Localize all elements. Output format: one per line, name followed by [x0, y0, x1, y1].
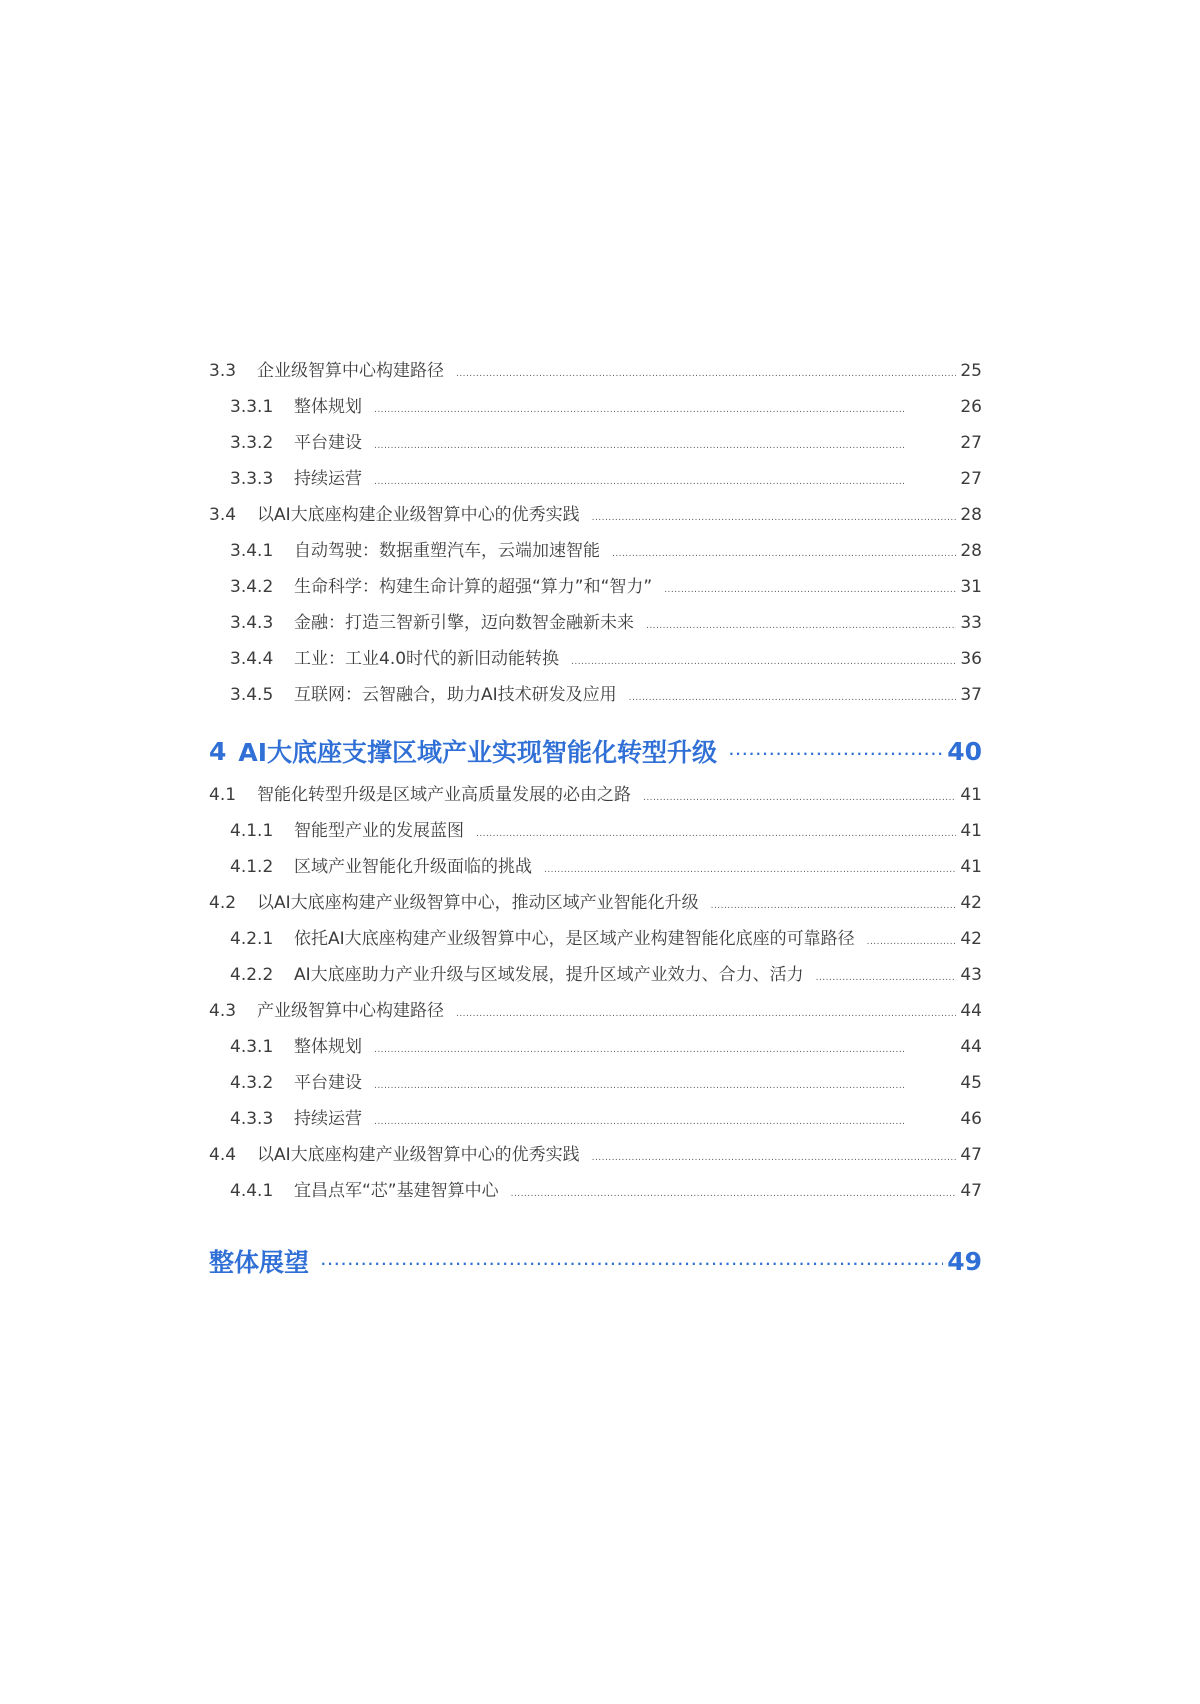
dot-leader [456, 1009, 956, 1019]
dot-leader [592, 513, 957, 523]
section-title: 平台建设 [294, 1073, 362, 1093]
toc-chapter-outlook[interactable] [209, 1232, 982, 1290]
section-title: 互联网：云智融合，助力AI技术研发及应用 [294, 685, 617, 705]
toc-entry-3-3[interactable] [209, 356, 982, 392]
section-number: 4.2.2 [230, 965, 274, 985]
dot-leader [374, 441, 956, 451]
toc-entry-3-4-3[interactable] [209, 608, 982, 644]
toc-chapter-4[interactable] [209, 722, 982, 780]
page-number: 41 [960, 821, 982, 841]
section-number: 3.4 [209, 505, 237, 525]
dot-leader [664, 585, 956, 595]
chapter-title: AI大底座支撑区域产业实现智能化转型升级 [238, 738, 718, 767]
dot-leader [374, 1081, 956, 1091]
section-number: 3.4.4 [230, 649, 274, 669]
section-number: 3.4.3 [230, 613, 274, 633]
toc-entry-4-1-2[interactable] [209, 852, 982, 888]
toc-entry-4-3[interactable] [209, 996, 982, 1032]
dot-leader [476, 829, 956, 839]
toc-entry-4-3-1[interactable] [209, 1032, 982, 1068]
dot-leader [321, 1254, 943, 1268]
dot-leader [643, 793, 956, 803]
toc-entry-4-2[interactable] [209, 888, 982, 924]
section-number: 3.3.1 [230, 397, 274, 417]
dot-leader [592, 1153, 957, 1163]
toc-entry-3-3-1[interactable] [209, 392, 982, 428]
dot-leader [629, 693, 957, 703]
dot-leader [456, 369, 956, 379]
toc-entry-3-3-3[interactable] [209, 464, 982, 500]
page-number: 33 [960, 613, 982, 633]
section-title: 智能型产业的发展蓝图 [294, 821, 464, 841]
page-number: 47 [960, 1145, 982, 1165]
section-title: 以AI大底座构建企业级智算中心的优秀实践 [257, 505, 580, 525]
chapter-title: 整体展望 [209, 1248, 310, 1277]
toc-entry-4-2-2[interactable] [209, 960, 982, 996]
section-title: 企业级智算中心构建路径 [257, 361, 444, 381]
page-number: 49 [947, 1246, 982, 1276]
toc-entry-4-4-1[interactable] [209, 1176, 982, 1212]
dot-leader [511, 1189, 957, 1199]
page-number: 43 [960, 965, 982, 985]
toc-entry-3-4[interactable] [209, 500, 982, 536]
section-title: 金融：打造三智新引擎，迈向数智金融新未来 [294, 613, 634, 633]
page-number: 31 [960, 577, 982, 597]
chapter-number: 4 [209, 736, 227, 766]
section-number: 4.3.2 [230, 1073, 274, 1093]
section-title: 整体规划 [294, 397, 362, 417]
section-number: 4.3 [209, 1001, 237, 1021]
page-number: 27 [960, 469, 982, 489]
section-title: 持续运营 [294, 469, 362, 489]
page-number: 28 [960, 541, 982, 561]
dot-leader [612, 549, 956, 559]
section-number: 4.1.2 [230, 857, 274, 877]
page-number: 28 [960, 505, 982, 525]
dot-leader [816, 973, 957, 983]
page-number: 44 [960, 1001, 982, 1021]
dot-leader [374, 1117, 956, 1127]
section-title: 产业级智算中心构建路径 [257, 1001, 444, 1021]
page-number: 44 [960, 1037, 982, 1057]
section-number: 3.3 [209, 361, 237, 381]
dot-leader [544, 865, 956, 875]
section-number: 4.2 [209, 893, 237, 913]
section-title: 工业：工业4.0时代的新旧动能转换 [294, 649, 560, 669]
page-number: 26 [960, 397, 982, 417]
section-title: 持续运营 [294, 1109, 362, 1129]
toc-entry-3-4-1[interactable] [209, 536, 982, 572]
section-number: 4.4 [209, 1145, 237, 1165]
page-number: 41 [960, 857, 982, 877]
page-number: 46 [960, 1109, 982, 1129]
page-number: 36 [960, 649, 982, 669]
dot-leader [374, 1045, 956, 1055]
section-number: 3.4.5 [230, 685, 274, 705]
section-number: 4.1.1 [230, 821, 274, 841]
page-number: 47 [960, 1181, 982, 1201]
toc-entry-4-4[interactable] [209, 1140, 982, 1176]
section-title: 宜昌点军“芯”基建智算中心 [294, 1181, 499, 1201]
section-title: 智能化转型升级是区域产业高质量发展的必由之路 [257, 785, 631, 805]
page-number: 37 [960, 685, 982, 705]
section-number: 4.3.3 [230, 1109, 274, 1129]
toc-entry-4-2-1[interactable] [209, 924, 982, 960]
dot-leader [571, 657, 956, 667]
section-number: 4.4.1 [230, 1181, 274, 1201]
page-number: 45 [960, 1073, 982, 1093]
toc-entry-3-4-5[interactable] [209, 680, 982, 716]
section-number: 4.3.1 [230, 1037, 274, 1057]
section-number: 4.1 [209, 785, 237, 805]
page-number: 42 [960, 893, 982, 913]
toc-entry-3-3-2[interactable] [209, 428, 982, 464]
section-title: 以AI大底座构建产业级智算中心的优秀实践 [257, 1145, 580, 1165]
page-number: 40 [947, 736, 982, 766]
section-number: 4.2.1 [230, 929, 274, 949]
toc-entry-4-3-3[interactable] [209, 1104, 982, 1140]
dot-leader [711, 901, 957, 911]
section-number: 3.4.2 [230, 577, 274, 597]
page-number: 42 [960, 929, 982, 949]
section-title: 以AI大底座构建产业级智算中心，推动区域产业智能化升级 [257, 893, 699, 913]
section-title: 整体规划 [294, 1037, 362, 1057]
toc-entry-4-1-1[interactable] [209, 816, 982, 852]
dot-leader [729, 744, 943, 758]
page-number: 41 [960, 785, 982, 805]
section-title: 依托AI大底座构建产业级智算中心，是区域产业构建智能化底座的可靠路径 [294, 929, 855, 949]
section-title: 区域产业智能化升级面临的挑战 [294, 857, 532, 877]
section-title: 自动驾驶：数据重塑汽车，云端加速智能 [294, 541, 600, 561]
section-number: 3.4.1 [230, 541, 274, 561]
section-number: 3.3.2 [230, 433, 274, 453]
section-title: AI大底座助力产业升级与区域发展，提升区域产业效力、合力、活力 [294, 965, 804, 985]
section-title: 平台建设 [294, 433, 362, 453]
toc-entry-3-4-2[interactable] [209, 572, 982, 608]
toc-entry-4-1[interactable] [209, 780, 982, 816]
dot-leader [374, 405, 956, 415]
page-number: 27 [960, 433, 982, 453]
dot-leader [646, 621, 956, 631]
toc-entry-4-3-2[interactable] [209, 1068, 982, 1104]
section-number: 3.3.3 [230, 469, 274, 489]
toc-entry-3-4-4[interactable] [209, 644, 982, 680]
dot-leader [374, 477, 956, 487]
dot-leader [867, 937, 957, 947]
page-number: 25 [960, 361, 982, 381]
table-of-contents [209, 356, 982, 1290]
section-title: 生命科学：构建生命计算的超强“算力”和“智力” [294, 577, 653, 597]
